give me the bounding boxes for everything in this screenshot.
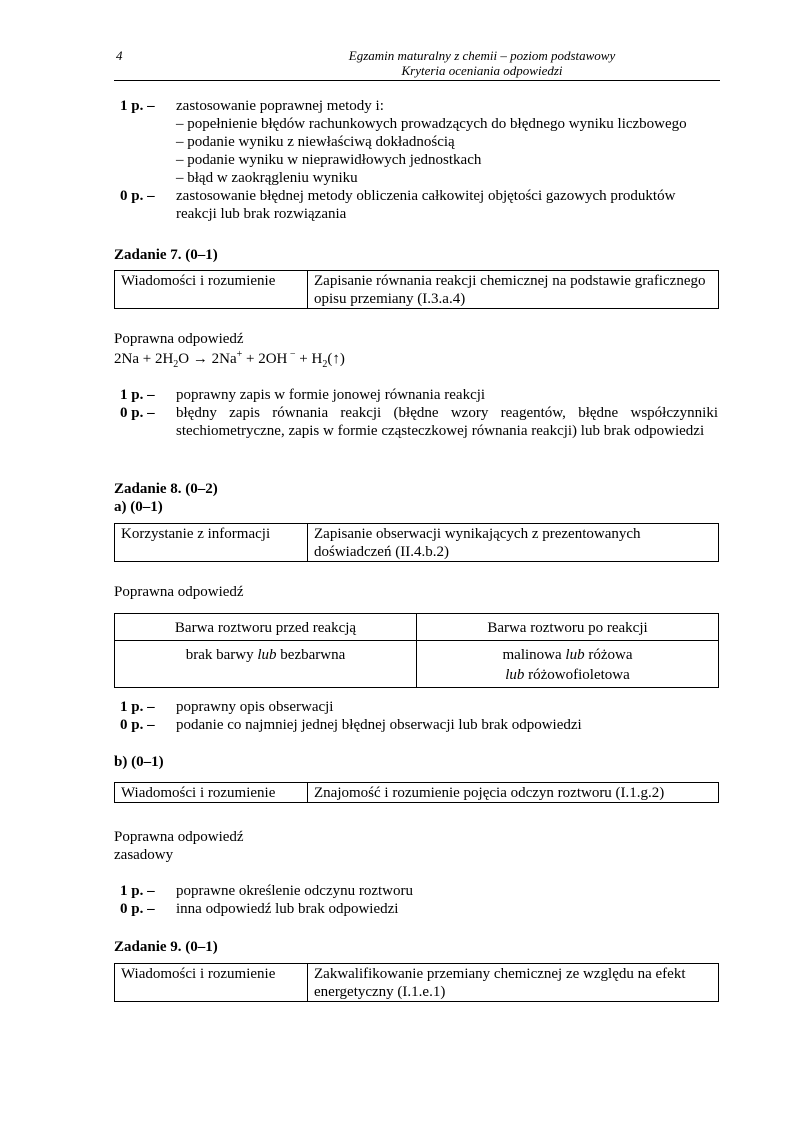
task-7-criteria-table xyxy=(114,270,719,309)
task-9-heading: Zadanie 9. (0–1) xyxy=(114,939,218,955)
task-9-criteria-table xyxy=(114,963,719,1002)
col-header-after: Barwa roztworu po reakcji xyxy=(417,614,719,641)
criteria-requirement: Znajomość i rozumienie pojęcia odczyn roztworu (I.1.g.2) xyxy=(308,783,719,803)
task-8a-criteria-table xyxy=(114,523,719,562)
scoring-line: – podanie wyniku z niewłaściwą dokładnością xyxy=(176,134,455,150)
task-7-heading: Zadanie 7. (0–1) xyxy=(114,247,218,263)
scoring-row xyxy=(116,386,718,404)
criteria-requirement: Zapisanie obserwacji wynikających z prezentowanych doświadczeń (II.4.b.2) xyxy=(308,524,719,562)
task-8b-scoring xyxy=(116,882,718,918)
scoring-row xyxy=(116,404,718,440)
points-label: 0 p. – xyxy=(120,901,155,917)
header-subtitle: Kryteria oceniania odpowiedzi xyxy=(401,63,563,78)
task-7-scoring xyxy=(116,386,718,440)
task-8-heading: Zadanie 8. (0–2) xyxy=(114,481,218,497)
task-8a-scoring xyxy=(116,698,718,734)
scoring-text: błędny zapis równania reakcji (błędne wzory reagentów, błędne współczynniki stechiometryczne, zapis w formie cząsteczkowej równania reakcji) lub brak odpowiedzi xyxy=(176,405,718,439)
cell-after: malinowa lub różowa lub różowofioletowa xyxy=(417,641,719,688)
points-label: 0 p. – xyxy=(120,717,155,733)
task-8a-label: a) (0–1) xyxy=(114,499,163,515)
scoring-line: – błąd w zaokrągleniu wyniku xyxy=(176,170,358,186)
scoring-text: poprawne określenie odczynu roztworu xyxy=(176,883,413,899)
task-8a-answer-label: Poprawna odpowiedź xyxy=(114,584,244,600)
task-8b-answer-label: Poprawna odpowiedź xyxy=(114,829,244,845)
scoring-row xyxy=(116,900,718,918)
task-8b-answer: zasadowy xyxy=(114,847,174,863)
scoring-text: zastosowanie błędnej metody obliczenia całkowitej objętości gazowych produktów reakcji lub brak rozwiązania xyxy=(176,188,676,222)
col-header-before: Barwa roztworu przed reakcją xyxy=(115,614,417,641)
task-8b-criteria-table xyxy=(114,782,719,803)
criteria-area: Korzystanie z informacji xyxy=(115,524,308,562)
task-7-answer-label: Poprawna odpowiedź xyxy=(114,331,244,347)
scoring-line: – podanie wyniku w nieprawidłowych jednostkach xyxy=(176,152,482,168)
points-label: 1 p. – xyxy=(120,387,155,403)
scoring-row xyxy=(116,698,718,716)
criteria-area: Wiadomości i rozumienie xyxy=(115,964,308,1002)
scoring-line: – popełnienie błędów rachunkowych prowadzących do błędnego wyniku liczbowego xyxy=(176,116,687,132)
task-7-equation: $2Na + 2H_2O \to 2Na^+ + 2OH$ $^- + H_2(↑)$ xyxy=(114,349,345,370)
scoring-line: zastosowanie poprawnej metody i: xyxy=(176,98,384,114)
scoring-text: poprawny zapis w formie jonowej równania reakcji xyxy=(176,387,486,403)
header-title: Egzamin maturalny z chemii – poziom podstawowy xyxy=(348,48,616,63)
points-label: 1 p. – xyxy=(120,98,155,114)
criteria-area: Wiadomości i rozumienie xyxy=(115,783,308,803)
points-label: 0 p. – xyxy=(120,405,155,421)
scoring-text: inna odpowiedź lub brak odpowiedzi xyxy=(176,901,399,917)
cell-before: brak barwy lub bezbarwna xyxy=(115,641,417,688)
top-scoring xyxy=(116,97,718,223)
scoring-row xyxy=(116,187,718,223)
scoring-row xyxy=(116,716,718,734)
page-header xyxy=(114,46,720,81)
criteria-requirement: Zakwalifikowanie przemiany chemicznej ze względu na efekt energetyczny (I.1.e.1) xyxy=(308,964,719,1002)
points-label: 1 p. – xyxy=(120,699,155,715)
scoring-text: podanie co najmniej jednej błędnej obserwacji lub brak odpowiedzi xyxy=(176,717,582,733)
observation-table xyxy=(114,613,719,688)
task-8b-label: b) (0–1) xyxy=(114,754,164,770)
criteria-requirement: Zapisanie równania reakcji chemicznej na podstawie graficznego opisu przemiany (I.3.a.4) xyxy=(308,271,719,309)
scoring-row xyxy=(116,97,718,187)
scoring-row xyxy=(116,882,718,900)
criteria-area: Wiadomości i rozumienie xyxy=(115,271,308,309)
points-label: 1 p. – xyxy=(120,883,155,899)
points-label: 0 p. – xyxy=(120,188,155,204)
scoring-text: poprawny opis obserwacji xyxy=(176,699,334,715)
page-number: 4 xyxy=(116,48,123,63)
